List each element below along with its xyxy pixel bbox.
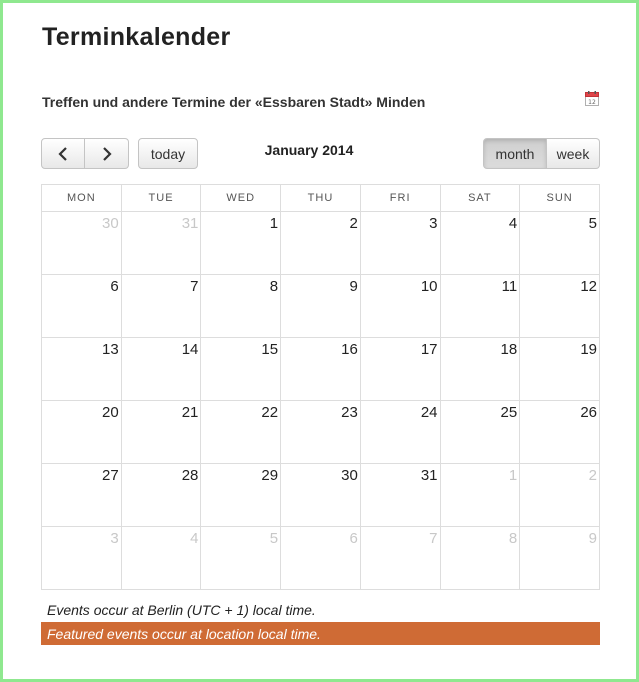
day-number: 6: [110, 278, 119, 295]
calendar-day-cell[interactable]: [42, 212, 122, 275]
day-number: 22: [261, 404, 279, 421]
chevron-right-icon: [102, 147, 112, 161]
calendar-day-cell[interactable]: [360, 401, 440, 464]
day-number: 30: [341, 467, 358, 484]
day-number: 29: [261, 467, 279, 484]
calendar-day-cell[interactable]: [42, 275, 122, 338]
day-number: 28: [181, 467, 199, 484]
day-number: 31: [420, 467, 438, 484]
calendar-week-row: [42, 464, 600, 527]
calendar-day-cell[interactable]: [520, 401, 600, 464]
calendar-day-cell[interactable]: [440, 275, 520, 338]
calendar-week-row: [42, 527, 600, 590]
weekday-header: SAT: [440, 185, 520, 212]
calendar-day-cell[interactable]: [281, 212, 361, 275]
calendar-day-cell[interactable]: [201, 212, 281, 275]
week-view-button[interactable]: week: [547, 138, 600, 169]
day-number: 9: [349, 278, 358, 295]
calendar-day-cell[interactable]: [201, 464, 281, 527]
day-number: 31: [181, 215, 199, 232]
calendar-week-row: [42, 275, 600, 338]
page-title: Terminkalender: [42, 23, 231, 51]
prev-month-button[interactable]: [41, 138, 85, 169]
day-number: 3: [110, 530, 119, 547]
calendar-day-cell[interactable]: [440, 464, 520, 527]
calendar-day-cell[interactable]: [201, 338, 281, 401]
weekday-header: TUE: [121, 185, 201, 212]
day-number: 1: [269, 215, 279, 232]
calendar-day-cell[interactable]: [121, 275, 201, 338]
day-number: 20: [102, 404, 119, 421]
day-number: 17: [420, 341, 438, 358]
calendar-day-cell[interactable]: [520, 527, 600, 590]
calendar-day-cell[interactable]: [121, 401, 201, 464]
day-number: 14: [181, 341, 199, 358]
day-number: 19: [580, 341, 597, 358]
day-number: 26: [580, 404, 597, 421]
day-number: 12: [580, 278, 597, 295]
calendar-day-cell[interactable]: [440, 212, 520, 275]
calendar-day-cell[interactable]: [281, 401, 361, 464]
day-number: 18: [500, 341, 518, 358]
calendar-day-cell[interactable]: [201, 401, 281, 464]
calendar-day-cell[interactable]: [42, 338, 122, 401]
calendar-day-cell[interactable]: [440, 527, 520, 590]
calendar-week-row: [42, 401, 600, 464]
day-number: 21: [181, 404, 199, 421]
calendar-day-cell[interactable]: [201, 275, 281, 338]
day-number: 16: [341, 341, 358, 358]
day-number: 10: [420, 278, 438, 295]
day-number: 3: [429, 215, 438, 232]
month-title: January 2014: [264, 142, 354, 158]
timezone-note: Events occur at Berlin (UTC + 1) local time.: [47, 602, 316, 618]
day-number: 13: [102, 341, 119, 358]
weekday-header: THU: [281, 185, 361, 212]
day-number: 15: [261, 341, 279, 358]
calendar-day-cell[interactable]: [520, 212, 600, 275]
day-number: 1: [508, 467, 518, 484]
weekday-header: FRI: [360, 185, 440, 212]
day-number: 24: [420, 404, 438, 421]
day-number: 4: [190, 530, 199, 547]
calendar-day-cell[interactable]: [42, 527, 122, 590]
day-number: 6: [349, 530, 358, 547]
weekday-header-row: [42, 185, 600, 212]
calendar-day-cell[interactable]: [440, 401, 520, 464]
calendar-week-row: [42, 338, 600, 401]
calendar-day-cell[interactable]: [520, 338, 600, 401]
calendar-day-cell[interactable]: [281, 464, 361, 527]
calendar-week-row: [42, 212, 600, 275]
svg-text:12: 12: [588, 99, 596, 106]
day-number: 30: [102, 215, 119, 232]
calendar-day-cell[interactable]: [440, 338, 520, 401]
today-button[interactable]: today: [138, 138, 198, 169]
day-number: 4: [508, 215, 518, 232]
day-number: 11: [501, 278, 518, 295]
calendar-icon[interactable]: [585, 91, 599, 106]
calendar-day-cell[interactable]: [360, 527, 440, 590]
calendar-day-cell[interactable]: [520, 275, 600, 338]
calendar-day-cell[interactable]: [281, 527, 361, 590]
calendar-day-cell[interactable]: [42, 464, 122, 527]
day-number: 8: [269, 278, 279, 295]
calendar-day-cell[interactable]: [281, 338, 361, 401]
calendar-day-cell[interactable]: [281, 275, 361, 338]
chevron-left-icon: [58, 147, 68, 161]
weekday-header: SUN: [520, 185, 600, 212]
day-number: 2: [588, 467, 597, 484]
day-number: 25: [500, 404, 518, 421]
calendar-day-cell[interactable]: [360, 212, 440, 275]
calendar-day-cell[interactable]: [121, 212, 201, 275]
calendar-day-cell[interactable]: [201, 527, 281, 590]
calendar-day-cell[interactable]: [360, 464, 440, 527]
calendar-day-cell[interactable]: [360, 338, 440, 401]
calendar-day-cell[interactable]: [121, 527, 201, 590]
next-month-button[interactable]: [85, 138, 129, 169]
day-number: 7: [190, 278, 199, 295]
calendar-day-cell[interactable]: [121, 338, 201, 401]
calendar-grid: [41, 184, 600, 590]
day-number: 27: [102, 467, 119, 484]
month-view-button[interactable]: month: [483, 138, 547, 169]
day-number: 8: [508, 530, 518, 547]
day-number: 7: [429, 530, 438, 547]
day-number: 2: [349, 215, 358, 232]
calendar-day-cell[interactable]: [121, 464, 201, 527]
day-number: 9: [588, 530, 597, 547]
day-number: 5: [269, 530, 279, 547]
weekday-header: MON: [42, 185, 122, 212]
page-subtitle: Treffen und andere Termine der «Essbaren Stadt» Minden: [42, 94, 426, 110]
day-number: 5: [588, 215, 597, 232]
featured-events-note: Featured events occur at location local time.: [41, 622, 600, 645]
calendar-day-cell[interactable]: [42, 401, 122, 464]
day-number: 23: [341, 404, 358, 421]
calendar-day-cell[interactable]: [520, 464, 600, 527]
calendar-day-cell[interactable]: [360, 275, 440, 338]
weekday-header: WED: [201, 185, 281, 212]
